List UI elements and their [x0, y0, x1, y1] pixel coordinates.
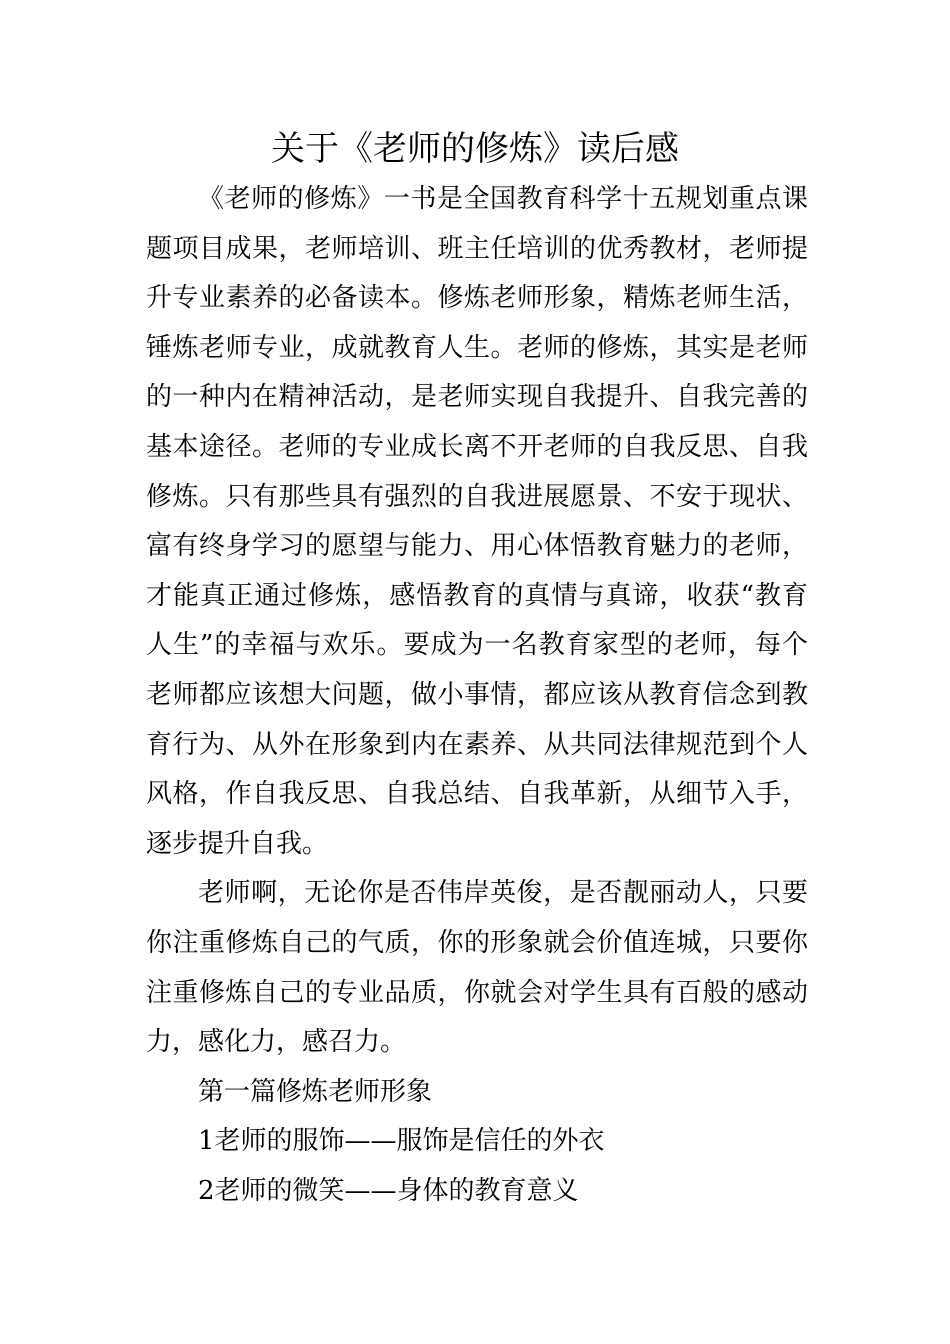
document-body [146, 175, 808, 1216]
paragraph-intro: 《老师的修炼》一书是全国教育科学十五规划重点课题项目成果，老师培训、班主任培训的优秀教材，老师提升专业素养的必备读本。修炼老师形象，精炼老师生活，锤炼老师专业，成就教育人生。老师的修炼，其实是老师的一种内在精神活动，是老师实现自我提升、自我完善的基本途径。老师的专业成长离不开老师的自我反思、自我修炼。只有那些具有强烈的自我进展愿景、不安于现状、富有终身学习的愿望与能力、用心体悟教育魅力的老师，才能真正通过修炼，感悟教育的真情与真谛，收获“教育人生”的幸福与欢乐。要成为一名教育家型的老师，每个老师都应该想大问题，做小事情，都应该从教育信念到教育行为、从外在形象到内在素养、从共同法律规范到个人风格，作自我反思、自我总结、自我革新，从细节入手，逐步提升自我。 [146, 184, 808, 859]
paragraph-teacher-address: 老师啊，无论你是否伟岸英俊，是否靓丽动人，只要你注重修炼自己的气质，你的形象就会价值连城，只要你注重修炼自己的专业品质，你就会对学生具有百般的感动力，感化力，感召力。 [146, 878, 808, 1058]
outline-item-2: 2老师的微笑——身体的教育意义 [198, 1175, 579, 1206]
document-title: 关于《老师的修炼》读后感 [271, 129, 679, 169]
outline-item-part-one: 第一篇修炼老师形象 [198, 1076, 433, 1107]
outline-item-1: 1老师的服饰——服饰是信任的外衣 [198, 1126, 605, 1157]
